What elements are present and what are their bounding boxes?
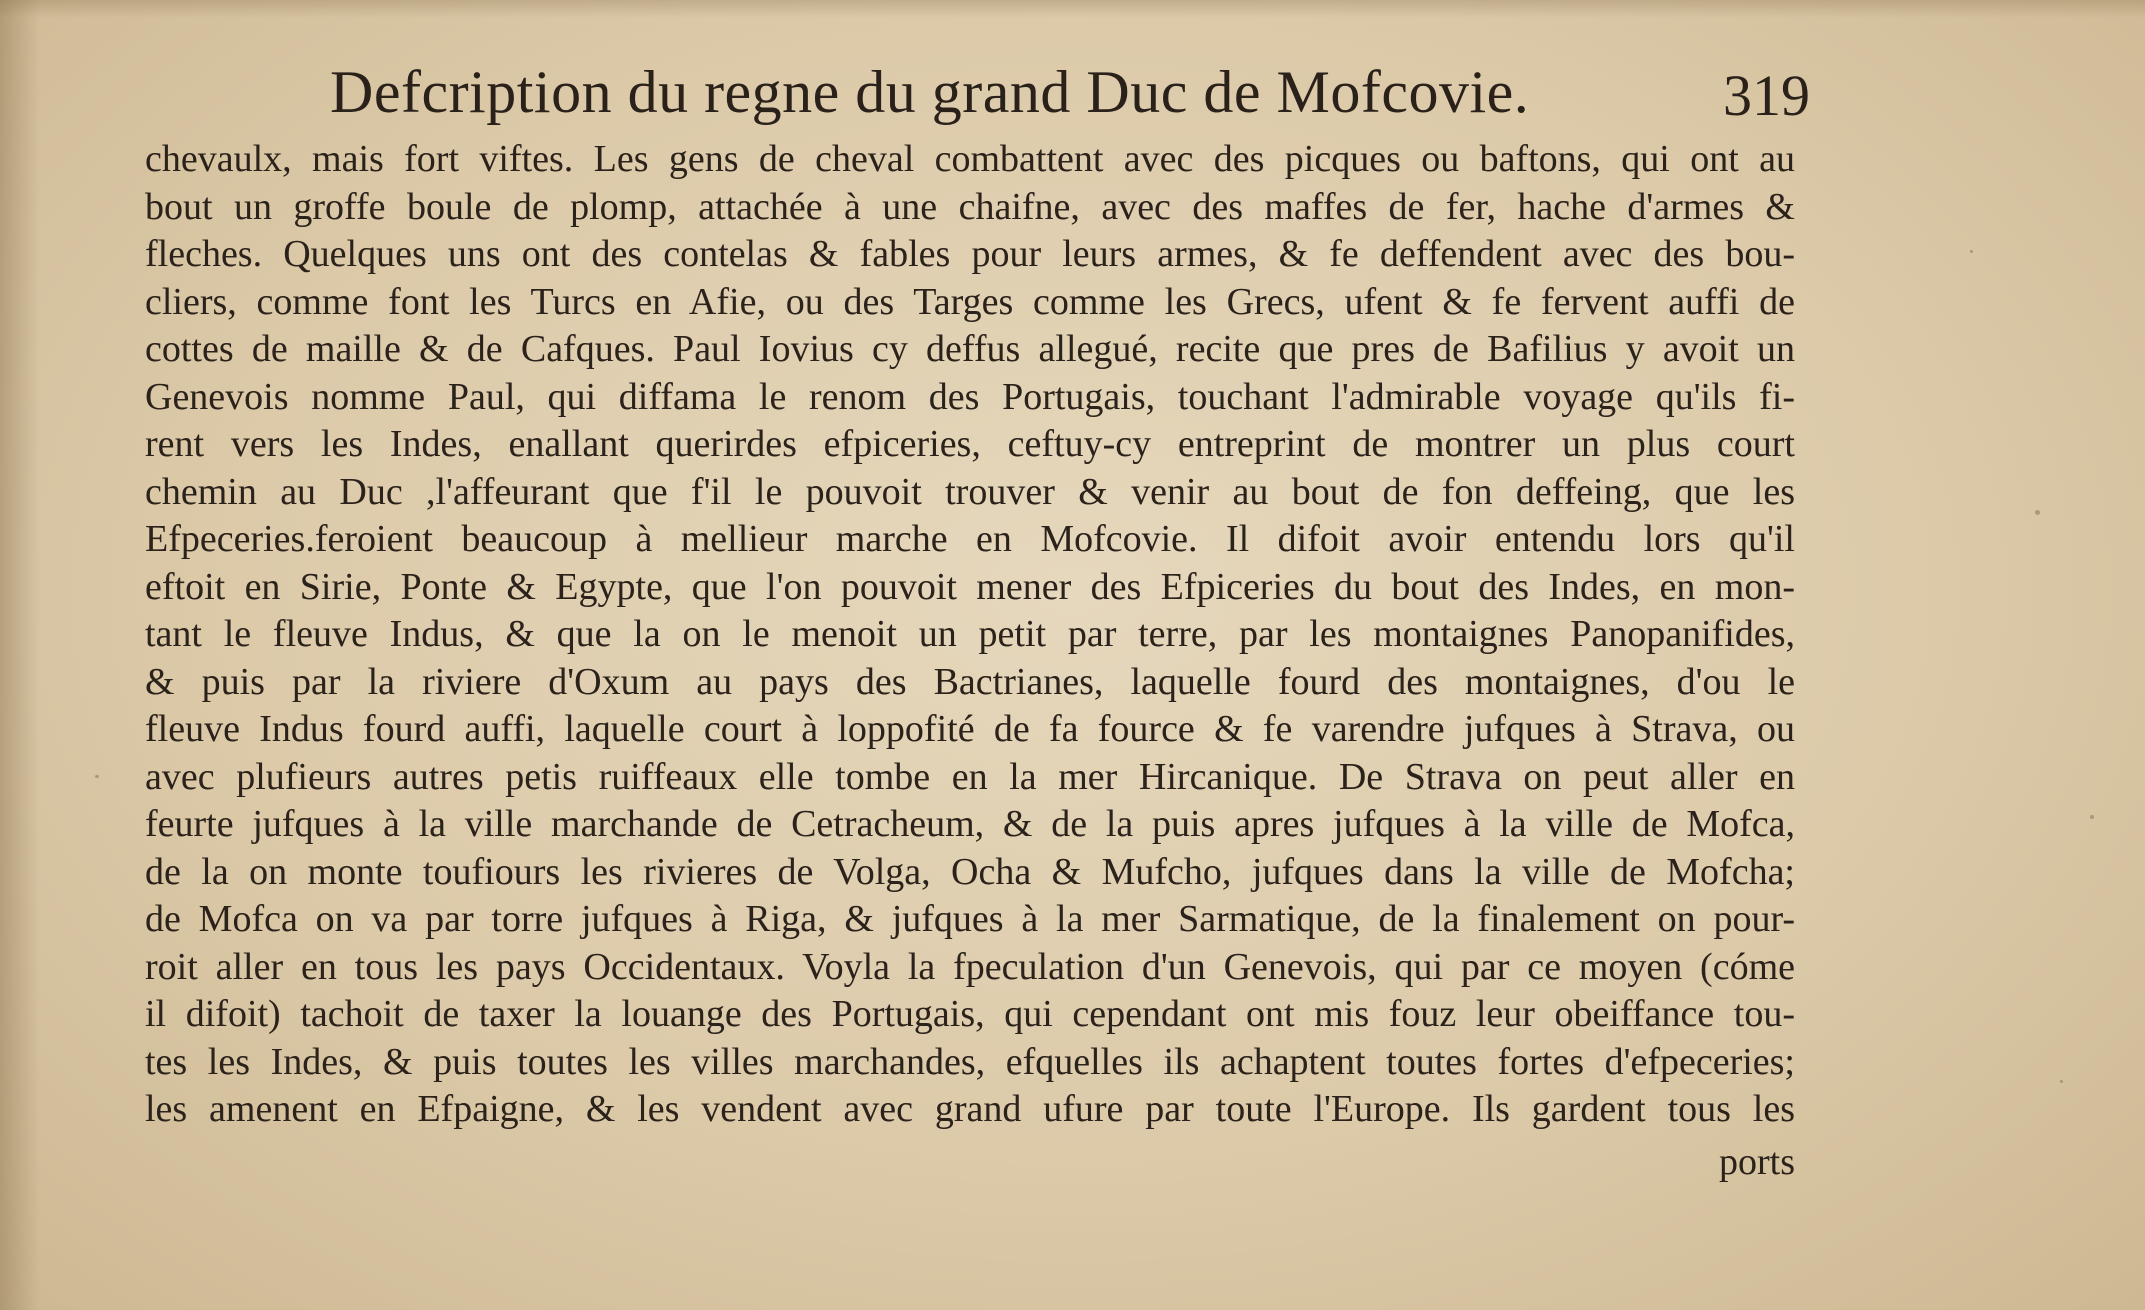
catchword: ports <box>1719 1141 1795 1183</box>
page-top-shadow <box>0 0 2145 18</box>
text-line: eftoit en Sirie, Ponte & Egypte, que l'on pouvoit mener des Efpiceries du bout des Indes, en mon- <box>145 565 1795 608</box>
text-line: Efpeceries.feroient beaucoup à mellieur marche en Mofcovie. Il difoit avoir entendu lors qu'il <box>145 518 1795 560</box>
paper-speck <box>2035 510 2040 515</box>
text-line: feurte jufques à la ville marchande de Cetracheum, & de la puis apres jufques à la ville de Mofca, <box>145 803 1795 845</box>
text-line: il difoit) tachoit de taxer la louange des Portugais, qui cependant ont mis fouz leur obeiffance tou- <box>145 993 1795 1035</box>
paper-speck <box>1970 250 1973 253</box>
text-line: de Mofca on va par torre jufques à Riga, & jufques à la mer Sarmatique, de la finalement on pour- <box>145 898 1795 940</box>
text-line: cottes de maille & de Cafques. Paul Iovius cy deffus allegué, recite que pres de Bafilius y avoit un <box>145 328 1795 370</box>
text-line: de la on monte toufiours les rivieres de Volga, Ocha & Mufcho, jufques dans la ville de Mofcha; <box>145 850 1795 893</box>
text-line: fleches. Quelques uns ont des contelas & fables pour leurs armes, & fe deffendent avec des bou- <box>145 233 1795 275</box>
text-line: Genevois nomme Paul, qui diffama le renom des Portugais, touchant l'admirable voyage qu'ils fi- <box>145 375 1795 418</box>
text-line: & puis par la riviere d'Oxum au pays des Bactrianes, laquelle fourd des montaignes, d'ou le <box>145 660 1795 703</box>
running-title: Defcription du regne du grand Duc de Mofcovie. <box>330 59 1530 125</box>
text-line: cliers, comme font les Turcs en Afie, ou des Targes comme les Grecs, ufent & fe fervent auffi de <box>145 280 1795 323</box>
page-header <box>330 58 1810 138</box>
text-line: chemin au Duc ,l'affeurant que f'il le pouvoit trouver & venir au bout de fon deffeing, que les <box>145 470 1795 513</box>
text-line: rent vers les Indes, enallant querirdes efpiceries, ceftuy-cy entreprint de montrer un plus court <box>145 423 1795 465</box>
page-edge-shadow <box>0 0 40 1310</box>
paper-speck <box>95 775 99 778</box>
text-line: tant le fleuve Indus, & que la on le menoit un petit par terre, par les montaignes Panopanifides, <box>145 613 1795 655</box>
body-text <box>145 136 1795 1134</box>
text-line: avec plufieurs autres petis ruiffeaux elle tombe en la mer Hircanique. De Strava on peut aller en <box>145 755 1795 798</box>
paper-speck <box>2090 815 2094 819</box>
text-line: tes les Indes, & puis toutes les villes marchandes, efquelles ils achaptent toutes fortes d'efpeceries; <box>145 1040 1795 1083</box>
text-line: chevaulx, mais fort viftes. Les gens de cheval combattent avec des picques ou baftons, qui ont au <box>145 138 1795 180</box>
text-line: fleuve Indus fourd auffi, laquelle court à loppofité de fa fource & fe varendre jufques à Strava, ou <box>145 708 1795 750</box>
paper-speck <box>2060 1080 2063 1083</box>
text-line: les amenent en Efpaigne, & les vendent avec grand ufure par toute l'Europe. Ils gardent tous les <box>145 1088 1795 1130</box>
text-line: roit aller en tous les pays Occidentaux. Voyla la fpeculation d'un Genevois, qui par ce moyen (cóme <box>145 945 1795 988</box>
page-number: 319 <box>1723 63 1810 128</box>
text-line: bout un groffe boule de plomp, attachée à une chaifne, avec des maffes de fer, hache d'armes & <box>145 185 1795 228</box>
